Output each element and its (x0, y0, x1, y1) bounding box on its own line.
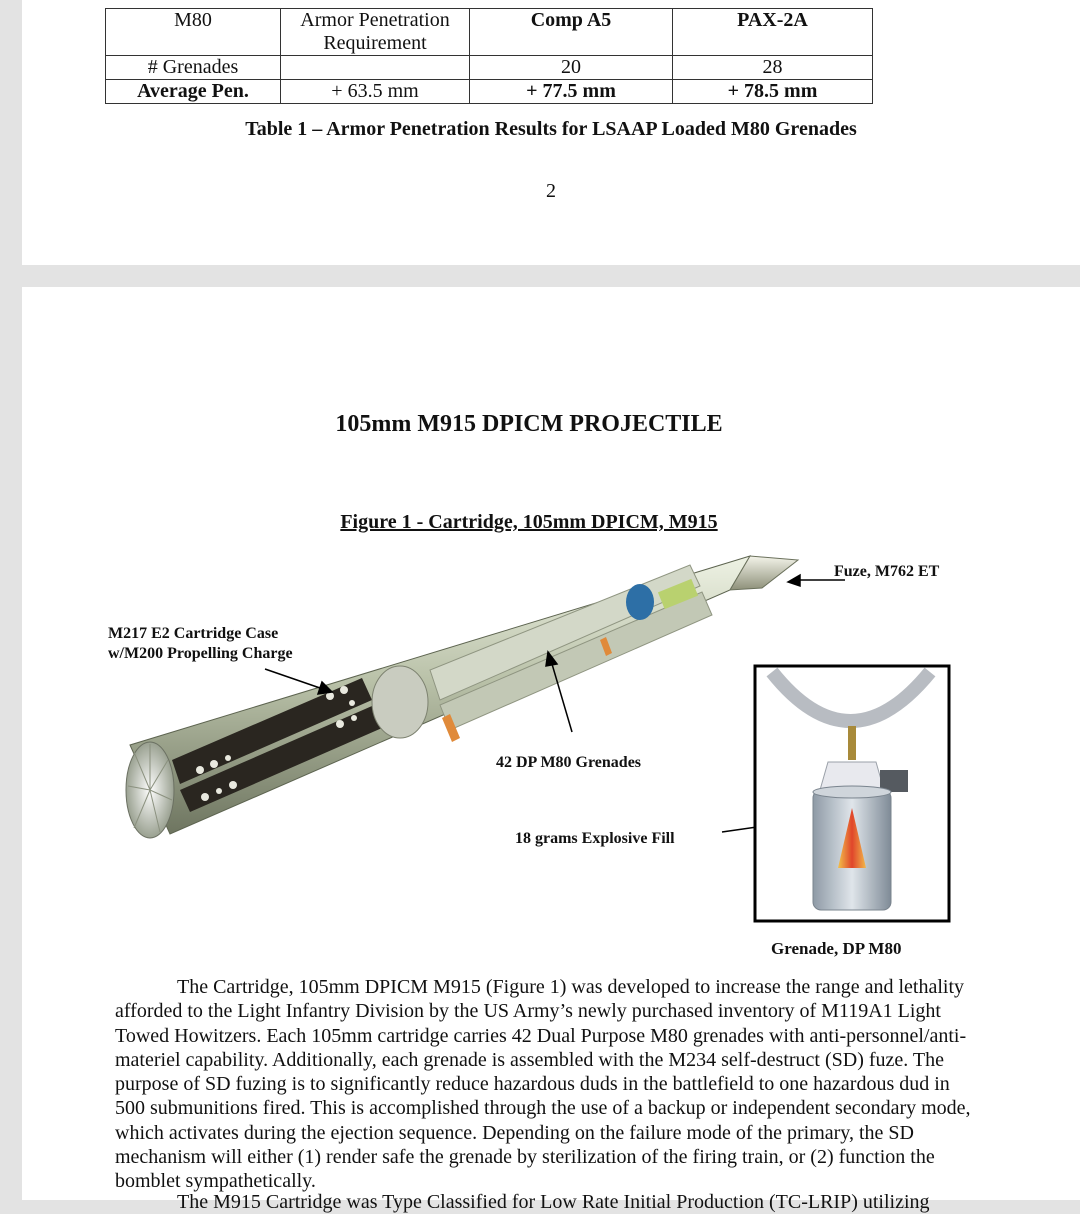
fuze-label: Fuze, M762 ET (834, 563, 940, 580)
table-cell: + 63.5 mm (281, 80, 470, 104)
grenade-inset-caption: Grenade, DP M80 (771, 939, 902, 958)
page-number: 2 (546, 180, 556, 202)
table-cell: PAX-2A (673, 9, 873, 56)
table-cell: Average Pen. (106, 80, 281, 104)
table-cell: # Grenades (106, 56, 281, 80)
table-cell: + 78.5 mm (673, 80, 873, 104)
next-paragraph-fragment: The M915 Cartridge was Type Classified for Low Rate Initial Production (TC-LRIP) utilizing (177, 1191, 930, 1213)
cartridge-case-label-line1: M217 E2 Cartridge Case (108, 625, 279, 642)
body-paragraph: The Cartridge, 105mm DPICM M915 (Figure 1) was developed to increase the range and lethality afforded to the Light Infantry Division by the US Army’s newly purchased inventory of M119A1 Light Towed Howitzers. Each 105mm cartridge carries 42 Dual Purpose M80 grenades with anti-personnel/anti-materiel capability. Additionally, each grenade is assembled with the M234 self-destruct (SD) fuze. The purpose of SD fuzing is to significantly reduce hazardous duds in the battlefield to one hazardous dud in 500 submunitions fired. This is accomplished through the use of a backup or independent secondary mode, which activates during the ejection sequence. Depending on the failure mode of the primary, the SD mechanism will either (1) render safe the grenade by sterilization of the firing train, or (2) function the bomblet sympathetically. (115, 976, 971, 1193)
table-cell: Comp A5 (470, 9, 673, 56)
grenade-inset-image (755, 666, 949, 921)
explosive-fill-label: 18 grams Explosive Fill (515, 830, 675, 847)
table-cell: + 77.5 mm (470, 80, 673, 104)
figure-title: Figure 1 - Cartridge, 105mm DPICM, M915 (340, 511, 718, 533)
projectile-cutaway (126, 556, 798, 838)
table-cell: Armor Penetration Requirement (281, 9, 470, 56)
cartridge-case-label-line2: w/M200 Propelling Charge (108, 645, 293, 662)
table-cell: 20 (470, 56, 673, 80)
table-caption: Table 1 – Armor Penetration Results for LSAAP Loaded M80 Grenades (245, 118, 857, 140)
section-title: 105mm M915 DPICM PROJECTILE (335, 411, 723, 437)
table-cell: M80 (106, 9, 281, 56)
grenades-label: 42 DP M80 Grenades (496, 754, 642, 771)
table-cell: 28 (673, 56, 873, 80)
